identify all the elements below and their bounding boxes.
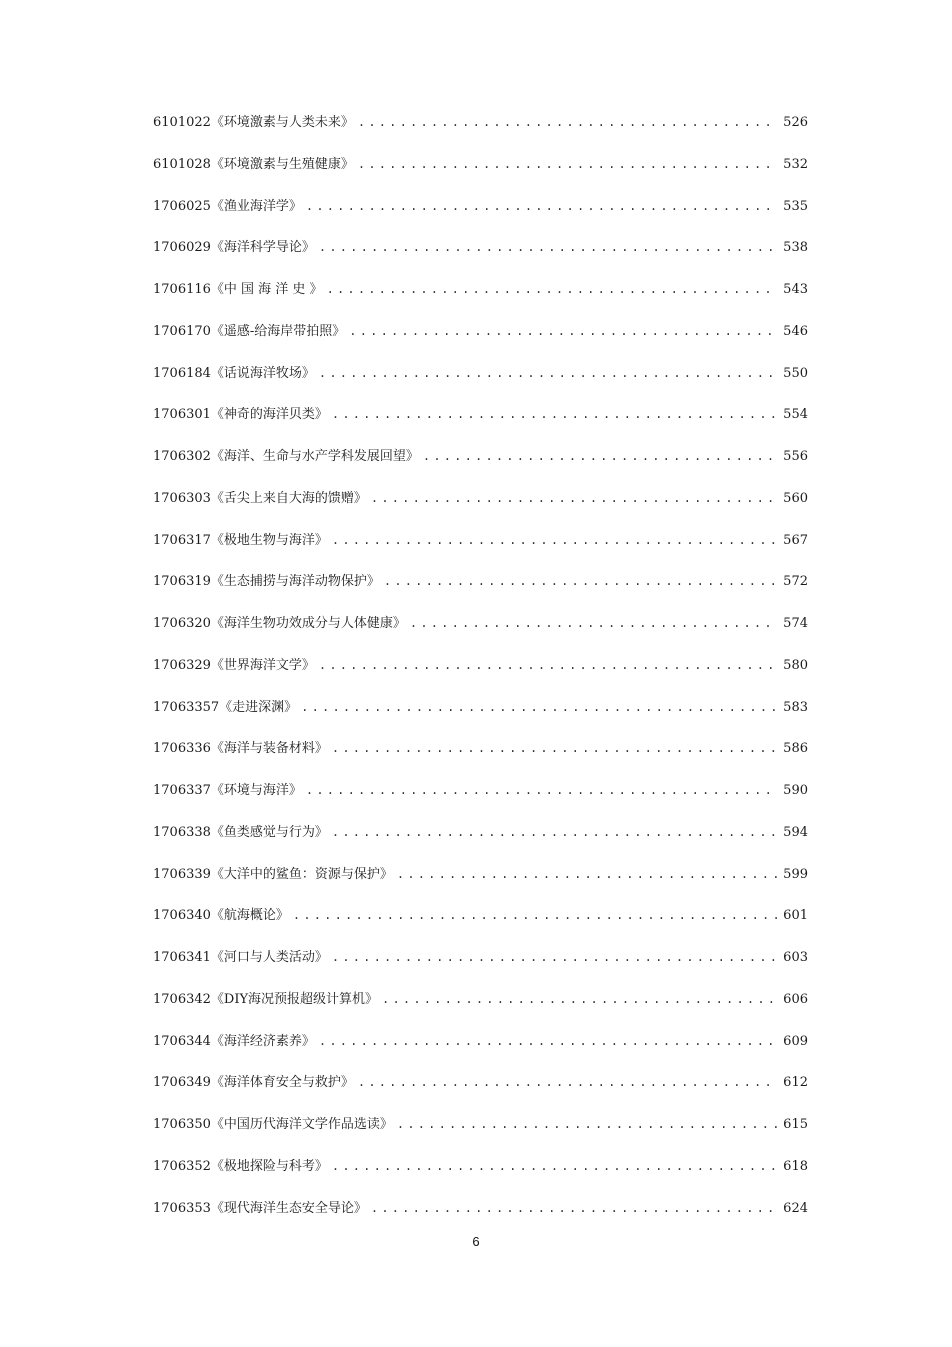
toc-entry-title: 1706344《海洋经济素养》 [153,1033,315,1049]
dot-leader [319,362,777,384]
toc-entry-page-number: 586 [783,741,808,757]
dot-leader [358,1071,777,1093]
toc-entry-page-number: 580 [783,657,808,673]
toc-entry[interactable] [153,946,808,988]
toc-entry-title: 1706317《极地生物与海洋》 [153,532,328,548]
table-of-contents [153,111,808,1238]
toc-entry[interactable] [153,1113,808,1155]
toc-entry-page-number: 618 [783,1158,808,1174]
dot-leader [332,403,777,425]
dot-leader [349,320,777,342]
toc-entry-page-number: 615 [783,1117,808,1132]
toc-entry-title: 1706339《大洋中的鲨鱼：资源与保护》 [153,866,393,882]
toc-entry-title: 1706116《中 国 海 洋 史 》 [153,282,323,297]
toc-entry[interactable] [153,1155,808,1197]
toc-entry-page-number: 583 [783,699,808,715]
toc-entry[interactable] [153,863,808,905]
toc-entry-title: 1706320《海洋生物功效成分与人体健康》 [153,616,406,631]
toc-entry[interactable] [153,445,808,487]
dot-leader [410,612,777,634]
toc-entry-page-number: 567 [783,532,808,548]
dot-leader [319,1030,777,1052]
toc-entry[interactable] [153,737,808,779]
toc-entry[interactable] [153,1197,808,1239]
dot-leader [301,696,777,718]
toc-entry-page-number: 550 [783,365,808,381]
toc-entry[interactable] [153,320,808,362]
toc-entry[interactable] [153,111,808,153]
toc-entry[interactable] [153,487,808,529]
dot-leader [397,1113,777,1135]
toc-entry-title: 1706319《生态捕捞与海洋动物保护》 [153,574,380,590]
toc-entry-title: 17063357《走进深渊》 [153,699,298,715]
toc-entry[interactable] [153,654,808,696]
dot-leader [332,821,777,843]
toc-entry[interactable] [153,988,808,1030]
toc-entry-title: 1706341《河口与人类活动》 [153,950,328,965]
toc-entry-page-number: 601 [783,908,808,924]
toc-entry-title: 1706170《遥感-给海岸带拍照》 [153,323,346,339]
toc-entry[interactable] [153,696,808,738]
toc-entry-title: 1706353《现代海洋生态安全导论》 [153,1200,367,1216]
toc-entry-title: 6101022《环境激素与人类未来》 [153,115,354,130]
dot-leader [358,111,777,133]
toc-entry-title: 1706329《世界海洋文学》 [153,657,315,673]
toc-entry-title: 1706303《舌尖上来自大海的馈赠》 [153,490,367,506]
toc-entry-page-number: 532 [783,156,808,172]
toc-entry[interactable] [153,529,808,571]
toc-entry-title: 1706301《神奇的海洋贝类》 [153,407,328,423]
toc-entry[interactable] [153,1071,808,1113]
toc-entry-title: 1706340《航海概论》 [153,908,289,924]
toc-entry-page-number: 609 [783,1033,808,1049]
dot-leader [358,153,777,175]
toc-entry-page-number: 554 [783,407,808,423]
toc-entry[interactable] [153,612,808,654]
toc-entry-page-number: 526 [783,115,808,130]
dot-leader [319,236,777,258]
dot-leader [332,529,777,551]
dot-leader [319,654,777,676]
toc-entry[interactable] [153,278,808,320]
dot-leader [293,904,777,926]
toc-entry-page-number: 538 [783,240,808,256]
dot-leader [332,1155,777,1177]
toc-entry-title: 1706342《DIY海况预报超级计算机》 [153,991,379,1007]
toc-entry-page-number: 572 [783,574,808,590]
dot-leader [332,946,777,968]
dot-leader [384,570,777,592]
toc-entry-page-number: 594 [783,824,808,840]
toc-entry-title: 1706302《海洋、生命与水产学科发展回望》 [153,449,419,464]
dot-leader [371,1197,777,1219]
toc-entry-title: 1706336《海洋与装备材料》 [153,741,328,757]
toc-entry[interactable] [153,1030,808,1072]
dot-leader [306,195,777,217]
toc-entry-title: 6101028《环境激素与生殖健康》 [153,156,354,172]
page-number: 6 [472,1234,480,1249]
toc-entry-title: 1706350《中国历代海洋文学作品选读》 [153,1117,393,1132]
toc-entry-title: 1706029《海洋科学导论》 [153,240,315,256]
toc-entry[interactable] [153,779,808,821]
toc-entry-page-number: 574 [783,616,808,631]
toc-entry-page-number: 612 [783,1075,808,1091]
toc-entry[interactable] [153,904,808,946]
dot-leader [397,863,777,885]
dot-leader [382,988,777,1010]
dot-leader [423,445,777,467]
toc-entry-title: 1706337《环境与海洋》 [153,783,302,798]
toc-entry-page-number: 599 [783,866,808,882]
toc-entry-page-number: 560 [783,490,808,506]
toc-entry-page-number: 590 [783,783,808,798]
toc-entry-page-number: 606 [783,991,808,1007]
toc-entry[interactable] [153,195,808,237]
toc-entry-title: 1706352《极地探险与科考》 [153,1158,328,1174]
toc-entry-title: 1706184《话说海洋牧场》 [153,365,315,381]
toc-entry-title: 1706349《海洋体育安全与救护》 [153,1075,354,1091]
toc-entry-title: 1706338《鱼类感觉与行为》 [153,824,328,840]
dot-leader [306,779,777,801]
dot-leader [371,487,777,509]
toc-entry-page-number: 543 [783,282,808,297]
toc-entry[interactable] [153,821,808,863]
toc-entry[interactable] [153,153,808,195]
toc-entry-title: 1706025《渔业海洋学》 [153,198,302,214]
toc-entry[interactable] [153,570,808,612]
toc-entry-page-number: 556 [783,449,808,464]
dot-leader [332,737,777,759]
toc-entry[interactable] [153,403,808,445]
toc-entry[interactable] [153,362,808,404]
toc-entry-page-number: 546 [783,323,808,339]
toc-entry[interactable] [153,236,808,278]
toc-entry-page-number: 603 [783,950,808,965]
toc-entry-page-number: 624 [783,1200,808,1216]
toc-entry-page-number: 535 [783,198,808,214]
dot-leader [327,278,778,300]
